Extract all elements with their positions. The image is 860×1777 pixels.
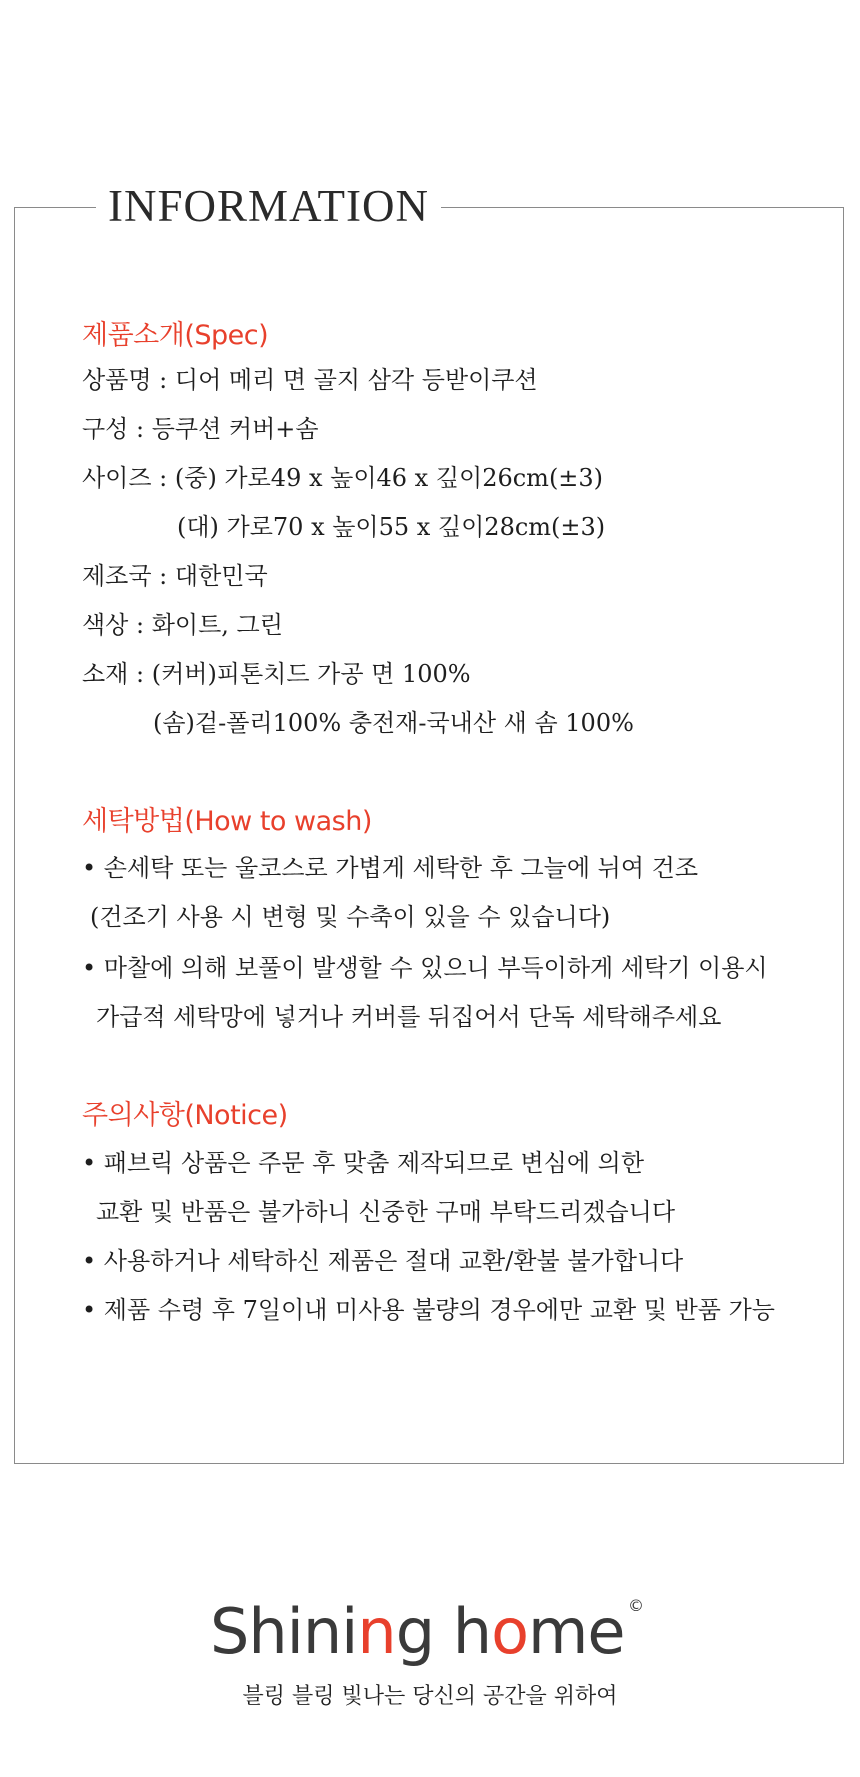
wash-line-4: 가급적 세탁망에 넣거나 커버를 뒤집어서 단독 세탁해주세요 [96,1003,722,1031]
notice-line-3: • 사용하거나 세탁하신 제품은 절대 교환/환불 불가합니다 [82,1247,684,1275]
notice-heading: 주의사항(Notice) [82,1100,288,1131]
notice-line-1: • 패브릭 상품은 주문 후 맞춤 제작되므로 변심에 의한 [82,1149,645,1177]
logo-text-o: o [491,1595,528,1668]
svg-text:Shining home [210,1595,625,1668]
logo-text-part1: Shini [210,1595,358,1668]
wash-heading: 세탁방법(How to wash) [82,806,372,837]
wash-line-3: • 마찰에 의해 보풀이 발생할 수 있으니 부득이하게 세탁기 이용시 [82,954,768,982]
spec-size-large: (대) 가로70 x 높이55 x 깊이28cm(±3) [177,513,606,541]
spec-size-medium: 사이즈 : (중) 가로49 x 높이46 x 깊이26cm(±3) [82,464,604,492]
logo-text-n: n [357,1595,396,1668]
logo-text-part2: g h [395,1595,492,1668]
logo-text-part3: me [528,1595,625,1668]
spec-product-name: 상품명 : 디어 메리 면 골지 삼각 등받이쿠션 [82,366,538,394]
spec-material-filling: (솜)겉-폴리100% 충전재-국내산 새 솜 100% [153,709,634,737]
shining-home-logo [210,1585,650,1675]
spec-origin: 제조국 : 대한민국 [82,562,268,590]
notice-line-2: 교환 및 반품은 불가하니 신중한 구매 부탁드리겠습니다 [96,1198,676,1226]
spec-material-cover: 소재 : (커버)피톤치드 가공 면 100% [82,660,471,688]
brand-tagline: 블링 블링 빛나는 당신의 공간을 위하여 [242,1684,618,1709]
spec-heading: 제품소개(Spec) [82,320,269,351]
information-title: INFORMATION [96,176,441,236]
spec-color: 색상 : 화이트, 그린 [82,611,283,639]
copyright-mark: © [628,1596,644,1615]
notice-line-4: • 제품 수령 후 7일이내 미사용 불량의 경우에만 교환 및 반품 가능 [82,1296,775,1324]
wash-line-2: (건조기 사용 시 변형 및 수축이 있을 수 있습니다) [90,903,611,931]
wash-line-1: • 손세탁 또는 울코스로 가볍게 세탁한 후 그늘에 뉘여 건조 [82,854,699,882]
spec-composition: 구성 : 등쿠션 커버+솜 [82,415,319,443]
